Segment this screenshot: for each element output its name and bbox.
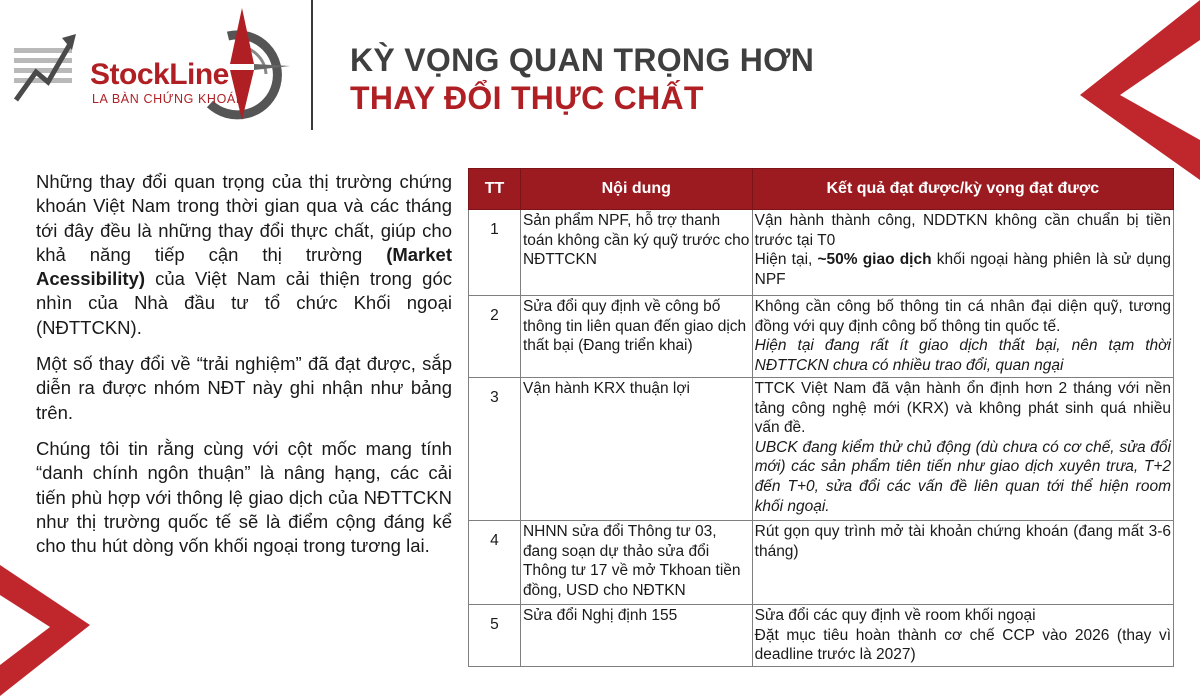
result-line: Vận hành thành công, NDDTKN không cần chuẩn bị tiền trước tại T0	[754, 212, 1171, 249]
result-line	[755, 250, 1171, 289]
row-content: Sản phẩm NPF, hỗ trợ thanh toán không cần ký quỹ trước cho NĐTTCKN	[520, 210, 752, 296]
result-line: Rút gọn quy trình mở tài khoản chứng khoán (đang mất 3-6 tháng)	[754, 523, 1171, 560]
page-title-line1: KỲ VỌNG QUAN TRỌNG HƠN	[350, 42, 815, 78]
result-line: Không cần công bố thông tin cá nhân đại diện quỹ, tương đồng với quy định công bố thông tin quốc tế.	[754, 298, 1171, 335]
row-number: 1	[469, 210, 521, 296]
table-row	[469, 605, 1174, 667]
logo-tagline: LA BÀN CHỨNG KHOÁN	[92, 92, 246, 106]
decor-triangle-bottom-left	[0, 565, 95, 696]
header-divider	[311, 0, 313, 130]
result-line: Hiện tại đang rất ít giao dịch thất bại, nên tạm thời NĐTTCKN chưa có nhiều trao đổi, quan ngại	[754, 337, 1171, 374]
body-text	[36, 170, 452, 570]
table-row	[469, 378, 1174, 521]
result-line: Sửa đổi các quy định về room khối ngoại	[754, 607, 1036, 624]
row-result	[752, 605, 1173, 667]
table-row	[469, 210, 1174, 296]
brand-logo	[10, 8, 300, 123]
result-text: Hiện tại,	[754, 251, 818, 269]
results-table	[468, 168, 1174, 667]
row-number: 5	[469, 605, 521, 667]
paragraph-3: Chúng tôi tin rằng cùng với cột mốc mang tính “danh chính ngôn thuận” là nâng hạng, các cải tiến phù hợp với thông lệ giao dịch của NĐTTCKN như thị trường quốc tế sẽ là điểm cộng đáng kể cho thu hút dòng vốn khối ngoại trong tương lai.	[36, 437, 452, 557]
row-number: 3	[469, 378, 521, 521]
row-result	[752, 296, 1173, 378]
header-result: Kết quả đạt được/kỳ vọng đạt được	[752, 169, 1173, 210]
header-tt: TT	[469, 169, 521, 210]
row-result	[752, 378, 1173, 521]
row-content: Vận hành KRX thuận lợi	[520, 378, 752, 521]
table-row	[469, 521, 1174, 605]
logo-brand-name: StockLine	[90, 58, 229, 91]
paragraph-1-bold: (Market Acessibility)	[36, 243, 452, 290]
row-content: NHNN sửa đổi Thông tư 03, đang soạn dự thảo sửa đổi Thông tư 17 về mở Tkhoan tiền đồng, USD cho NĐTKN	[520, 521, 752, 605]
result-line: Đặt mục tiêu hoàn thành cơ chế CCP vào 2026 (thay vì deadline trước là 2027)	[754, 626, 1171, 664]
table-header-row	[469, 169, 1174, 210]
table-row	[469, 296, 1174, 378]
result-line: TTCK Việt Nam đã vận hành ổn định hơn 2 tháng với nền tảng công nghệ mới (KRX) và không phát sinh quá nhiều vấn đề.	[754, 380, 1171, 437]
page-title-line2: THAY ĐỔI THỰC CHẤT	[350, 80, 704, 116]
result-line: UBCK đang kiểm thử chủ động (dù chưa có cơ chế, sửa đổi mới) các sản phẩm tiên tiến như giao dịch xuyên trưa, T+2 đến T+0, sửa đổi các vấn đề liên quan tới thể hiện room khối ngoại.	[754, 438, 1171, 515]
row-content: Sửa đổi quy định về công bố thông tin liên quan đến giao dịch thất bại (Đang triển khai)	[520, 296, 752, 378]
paragraph-1-part2: của Việt Nam cải thiện trong góc nhìn của Nhà đầu tư tổ chức Khối ngoại (NĐTTCKN).	[36, 268, 452, 338]
row-number: 2	[469, 296, 521, 378]
row-result	[752, 521, 1173, 605]
decor-triangle-top-right	[1070, 0, 1200, 180]
result-text: khối ngoại hàng phiên là sử dụng NPF	[754, 251, 1171, 288]
result-highlight: ~50% giao dịch	[817, 251, 932, 269]
row-content: Sửa đổi Nghị định 155	[520, 605, 752, 667]
row-result	[752, 210, 1173, 296]
row-number: 4	[469, 521, 521, 605]
paragraph-1	[36, 170, 452, 340]
paragraph-1-part1: Những thay đổi quan trọng của thị trường chứng khoán Việt Nam trong thời gian qua và các tháng tới đây đều là những thay đổi thực chất, giúp cho khả năng tiếp cận thị trường	[36, 171, 452, 265]
header-content: Nội dung	[520, 169, 752, 210]
paragraph-2: Một số thay đổi về “trải nghiệm” đã đạt được, sắp diễn ra được nhóm NĐT này ghi nhận như bảng trên.	[36, 353, 452, 423]
